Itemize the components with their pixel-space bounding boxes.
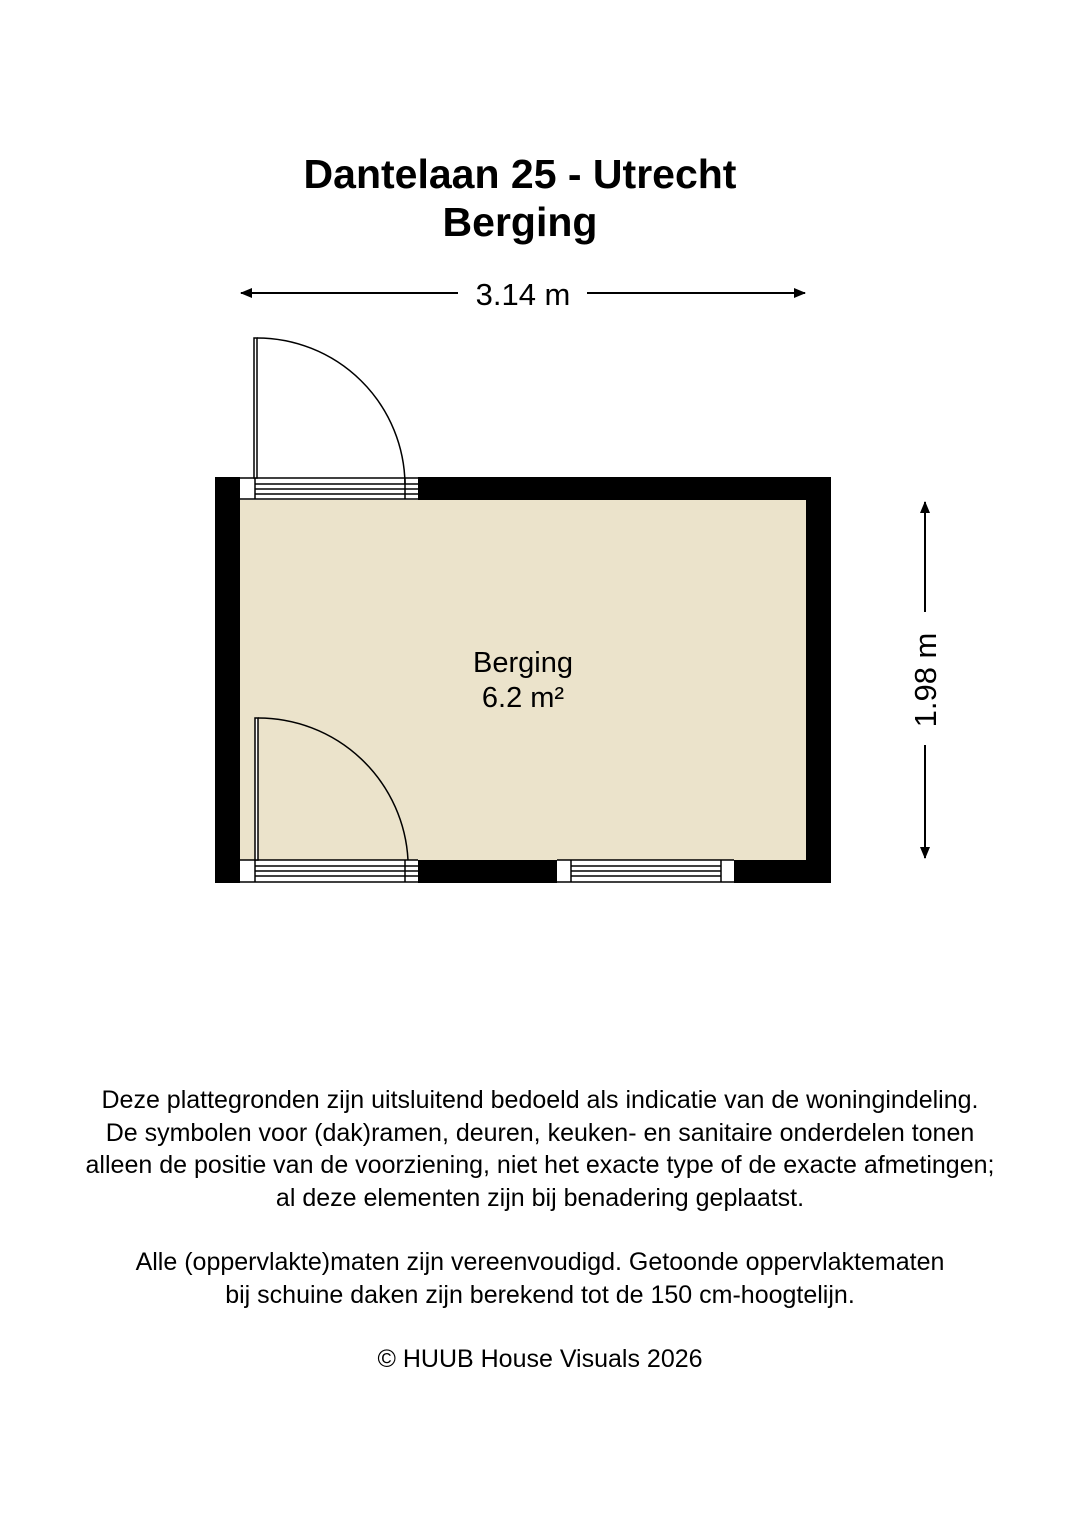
copyright: © HUUB House Visuals 2026	[377, 1345, 703, 1373]
disclaimer-line: Deze plattegronden zijn uitsluitend bedoeld als indicatie van de woningindeling.	[101, 1086, 979, 1114]
width-label: 3.14 m	[475, 277, 571, 312]
disclaimer-line: al deze elementen zijn bij benadering geplaatst.	[275, 1183, 805, 1212]
plan-subtitle: Berging	[442, 199, 598, 245]
width-dimension	[241, 277, 805, 312]
window-bottom	[557, 860, 734, 882]
wall-left	[215, 477, 240, 883]
depth-dimension	[908, 502, 943, 858]
disclaimer	[0, 1084, 1080, 1376]
paragraph-gap	[0, 1214, 1080, 1246]
wall-right	[806, 477, 831, 883]
paragraph-gap	[0, 1311, 1080, 1343]
disclaimer-line: De symbolen voor (dak)ramen, deuren, keuken- en sanitaire onderdelen tonen	[105, 1118, 975, 1147]
depth-label: 1.98 m	[908, 632, 943, 728]
wall-bottom-middle	[418, 860, 557, 883]
wall-bottom-right	[734, 860, 831, 883]
plan-title: Dantelaan 25 - Utrecht	[303, 151, 737, 197]
room-area: 6.2 m²	[481, 682, 565, 714]
door-top	[240, 338, 418, 499]
disclaimer-line: alleen de positie van de voorziening, niet het exacte type of de exacte afmetingen;	[85, 1151, 995, 1179]
room-floor	[240, 500, 806, 860]
room-name: Berging	[473, 647, 573, 679]
disclaimer-line: Alle (oppervlakte)maten zijn vereenvoudigd. Getoonde oppervlaktematen	[135, 1248, 945, 1276]
disclaimer-line: bij schuine daken zijn berekend tot de 150 cm-hoogtelijn.	[225, 1280, 855, 1309]
wall-top	[418, 477, 831, 500]
